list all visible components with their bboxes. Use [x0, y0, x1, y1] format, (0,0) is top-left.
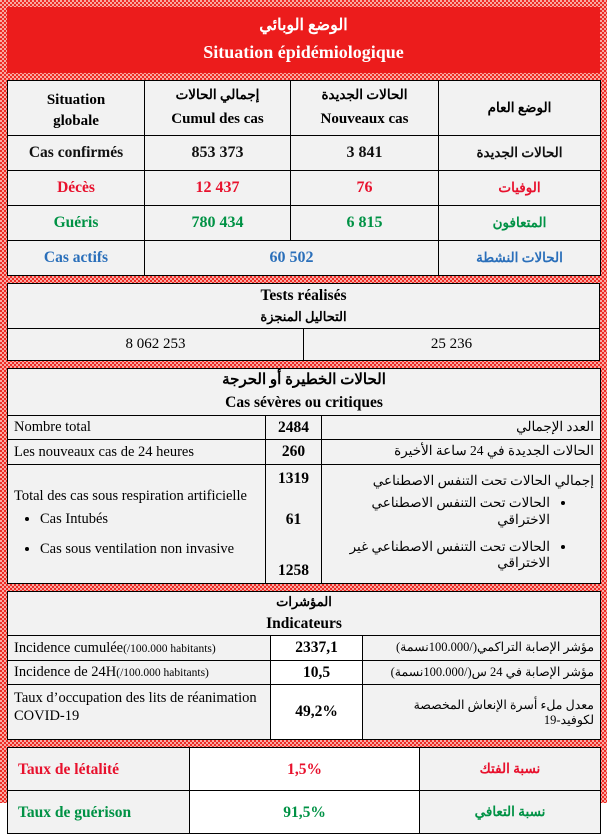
- indicators-section-header: [8, 591, 601, 636]
- row-label-incidence-24h: [8, 660, 271, 684]
- value-cumul-gueris: 780 434: [145, 206, 291, 241]
- value-cas-intubes: 61: [285, 510, 302, 528]
- rates-block: [7, 747, 600, 834]
- summary-table: [7, 80, 601, 276]
- tests-section-header: [8, 284, 600, 329]
- respiration-bullet-list-arabic: [328, 493, 568, 575]
- header-cell-nouveaux: [291, 81, 439, 136]
- value-nouveaux-cas-confirmes: 3 841: [291, 136, 439, 171]
- header-nouveaux-arabic: الحالات الجديدة: [321, 87, 408, 103]
- value-nouveaux-gueris: 6 815: [291, 206, 439, 241]
- list-item: • Cas sous ventilation non invasive: [40, 530, 259, 560]
- list-item: • الحالات تحت التنفس الاصطناعي غير الاختراقي: [328, 531, 550, 575]
- value-respiration-total: 1319: [278, 469, 309, 487]
- row-label-arabic-nouveaux-cas: الحالات الجديدة: [439, 136, 601, 171]
- table-row: [8, 636, 601, 660]
- row-label-arabic-taux-guerison: نسبة التعافي: [420, 791, 601, 834]
- row-label-arabic-respiration-artificielle: إجمالي الحالات تحت التنفس الاصطناعي: [372, 472, 595, 488]
- value-nouveaux-24h: 260: [266, 440, 322, 464]
- header-cumul-arabic: إجمالي الحالات: [175, 87, 260, 103]
- table-row: [8, 748, 601, 791]
- table-row: [8, 685, 601, 740]
- value-tests-nouveaux: 25 236: [304, 328, 600, 360]
- value-incidence-cumulee: 2337,1: [271, 636, 363, 660]
- header-situation-line2: globale: [53, 113, 99, 129]
- title-banner: [7, 7, 600, 73]
- row-label-arabic-taux-letalite: نسبة الفتك: [420, 748, 601, 791]
- table-header-row: [8, 81, 601, 136]
- value-tests-cumul: 8 062 253: [8, 328, 304, 360]
- row-label-incidence-cumulee: [8, 636, 271, 660]
- respiration-bullet-list-french: [14, 508, 259, 560]
- table-row: [8, 415, 601, 439]
- value-nouveaux-deces: 76: [291, 171, 439, 206]
- value-cumul-deces: 12 437: [145, 171, 291, 206]
- row-label-taux-guerison: Taux de guérison: [8, 791, 190, 834]
- rates-table: [7, 747, 601, 834]
- tests-section-block: [7, 283, 600, 361]
- table-row-respiration: [8, 464, 601, 583]
- value-nombre-total: 2484: [266, 415, 322, 439]
- row-label-taux-occupation-lits: Taux d’occupation des lits de réanimation COVID-19: [8, 685, 271, 740]
- severe-cases-block: [7, 368, 600, 584]
- table-row: [8, 136, 601, 171]
- title-banner-block: [7, 7, 600, 73]
- severe-title-arabic: الحالات الخطيرة أو الحرجة: [222, 371, 386, 388]
- incidence-cumulee-unit: (/100.000 habitants): [123, 642, 216, 655]
- tests-title-french: Tests réalisés: [260, 287, 347, 304]
- list-item: • Cas Intubés: [40, 508, 259, 530]
- row-label-arabic-nombre-total: العدد الإجمالي: [322, 415, 601, 439]
- respiration-arabic-cell: [322, 464, 601, 583]
- incidence-24h-text: Incidence de 24H: [14, 664, 117, 681]
- row-label-deces: Décès: [8, 171, 145, 206]
- value-taux-guerison: 91,5%: [190, 791, 420, 834]
- row-label-taux-letalite: Taux de létalité: [8, 748, 190, 791]
- row-label-cas-confirmes: Cas confirmés: [8, 136, 145, 171]
- row-label-nombre-total: Nombre total: [8, 415, 266, 439]
- header-cumul-french: Cumul des cas: [171, 111, 264, 128]
- banner-title-french: Situation épidémiologique: [203, 42, 404, 62]
- row-label-respiration-artificielle: Total des cas sous respiration artificielle: [14, 487, 247, 504]
- table-row: [8, 171, 601, 206]
- incidence-cumulee-text: Incidence cumulée: [14, 639, 124, 656]
- table-row: [8, 328, 600, 360]
- table-row: [8, 660, 601, 684]
- severe-cases-table: [7, 368, 601, 584]
- banner-title-arabic: الوضع الوبائي: [259, 17, 348, 34]
- respiration-label-cell: [8, 464, 266, 583]
- value-taux-letalite: 1,5%: [190, 748, 420, 791]
- header-situation-line1: Situation: [46, 92, 106, 109]
- respiration-values-cell: [266, 464, 322, 583]
- row-label-cas-actifs: Cas actifs: [8, 241, 145, 276]
- table-row: [8, 206, 601, 241]
- indicators-block: [7, 591, 600, 741]
- value-incidence-24h: 10,5: [271, 660, 363, 684]
- row-label-nouveaux-24h: Les nouveaux cas de 24 heures: [8, 440, 266, 464]
- indicators-title-french: Indicateurs: [266, 614, 342, 632]
- tests-table: [7, 283, 600, 361]
- row-label-arabic-deces: الوفيات: [439, 171, 601, 206]
- tests-title-arabic: التحاليل المنجزة: [260, 309, 347, 325]
- table-row: [8, 791, 601, 834]
- header-nouveaux-french: Nouveaux cas: [320, 111, 409, 128]
- header-cell-situation-globale: [8, 81, 145, 136]
- value-cas-actifs: 60 502: [145, 241, 439, 276]
- value-cumul-cas-confirmes: 853 373: [145, 136, 291, 171]
- tests-section-header-row: [8, 284, 600, 329]
- value-taux-occupation-lits: 49,2%: [271, 685, 363, 740]
- table-row: [8, 241, 601, 276]
- indicators-title-arabic: المؤشرات: [276, 593, 332, 609]
- severe-section-header-row: [8, 368, 601, 415]
- row-label-gueris: Guéris: [8, 206, 145, 241]
- table-row: [8, 440, 601, 464]
- row-label-arabic-incidence-cumulee: مؤشر الإصابة التراكمي(/100.000نسمة): [363, 636, 601, 660]
- row-label-arabic-gueris: المتعافون: [439, 206, 601, 241]
- indicators-section-header-row: [8, 591, 601, 636]
- severe-section-header: [8, 368, 601, 415]
- header-cell-situation-generale-arabic: الوضع العام: [439, 81, 601, 136]
- row-label-arabic-nouveaux-24h: الحالات الجديدة في 24 ساعة الأخيرة: [322, 440, 601, 464]
- indicators-table: [7, 591, 601, 741]
- row-label-arabic-incidence-24h: مؤشر الإصابة في 24 س(/100.000نسمة): [363, 660, 601, 684]
- row-label-arabic-cas-actifs: الحالات النشطة: [439, 241, 601, 276]
- row-label-arabic-taux-occupation-lits: معدل ملء أسرة الإنعاش المخصصة لكوفيد-19: [363, 685, 601, 740]
- summary-table-block: [7, 80, 600, 276]
- value-ventilation-non-invasive: 1258: [278, 562, 309, 580]
- incidence-24h-unit: (/100.000 habitants): [116, 667, 209, 680]
- list-item: • الحالات تحت التنفس الاصطناعي الاختراقي: [328, 493, 550, 531]
- severe-title-french: Cas sévères ou critiques: [225, 394, 383, 412]
- header-cell-cumul: [145, 81, 291, 136]
